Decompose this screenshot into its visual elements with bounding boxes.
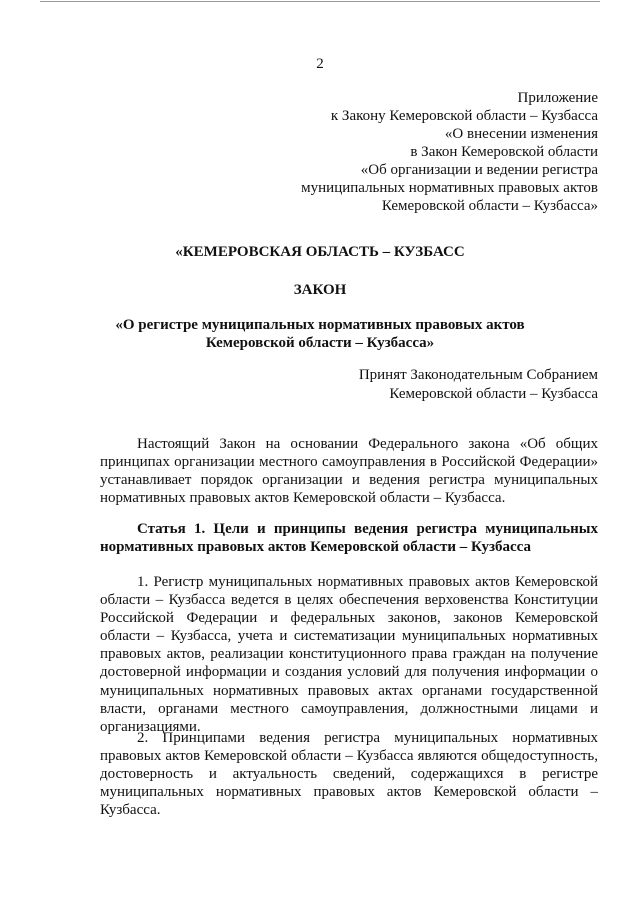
appendix-line: Приложение — [517, 90, 598, 106]
intro-paragraph: Настоящий Закон на основании Федерального закона «Об общих принципах организации местного самоуправления в Российской Федерации» устанавливает порядок организации и ведения регистра муниципальных нормативных правовых актов Кемеровской области – Кузбасса. — [100, 436, 598, 507]
law-heading: ЗАКОН — [293, 282, 347, 298]
law-title-line: «О регистре муниципальных нормативных правовых актов — [115, 317, 525, 333]
appendix-line: «О внесении изменения — [444, 126, 598, 142]
appendix-line: Кемеровской области – Кузбасса» — [381, 198, 598, 214]
article-1-title: Статья 1. Цели и принципы ведения регистра муниципальных нормативных правовых актов Кемеровской области – Кузбасса — [100, 521, 598, 555]
appendix-line: к Закону Кемеровской области – Кузбасса — [330, 108, 598, 124]
article-1-paragraph-2: 2. Принципами ведения регистра муниципальных нормативных правовых актов Кемеровской области – Кузбасса являются общедоступность, достоверность и актуальность сведений, содержащихся в регистре муниципальных нормативных правовых актов Кемеровской области – Кузбасса. — [100, 730, 598, 819]
adopted-by-block — [359, 366, 598, 404]
appendix-line: в Закон Кемеровской области — [410, 144, 598, 160]
page-top-border — [40, 1, 600, 2]
region-heading: «КЕМЕРОВСКАЯ ОБЛАСТЬ – КУЗБАСС — [175, 244, 465, 260]
adopted-line: Принят Законодательным Собранием — [358, 367, 598, 383]
appendix-line: муниципальных нормативных правовых актов — [301, 180, 598, 196]
appendix-block — [301, 89, 598, 215]
law-title — [0, 316, 640, 352]
law-title-line: Кемеровской области – Кузбасса» — [205, 335, 435, 351]
appendix-line: «Об организации и ведении регистра — [360, 162, 598, 178]
article-1-paragraph-1: 1. Регистр муниципальных нормативных правовых актов Кемеровской области – Кузбасса ведется в целях обеспечения верховенства Конституции Российской Федерации и федеральных законов, законов Кемеровской области – Кузбасса, учета и систематизации муниципальных нормативных правовых актов, реализации конституционного права граждан на получение достоверной информации и создания условий для получения информации о муниципальных нормативных правовых актах органами государственной власти, органами местного самоуправления, должностными лицами и организациями. — [100, 574, 598, 735]
page-number: 2 — [316, 56, 324, 72]
adopted-line: Кемеровской области – Кузбасса — [389, 386, 598, 402]
